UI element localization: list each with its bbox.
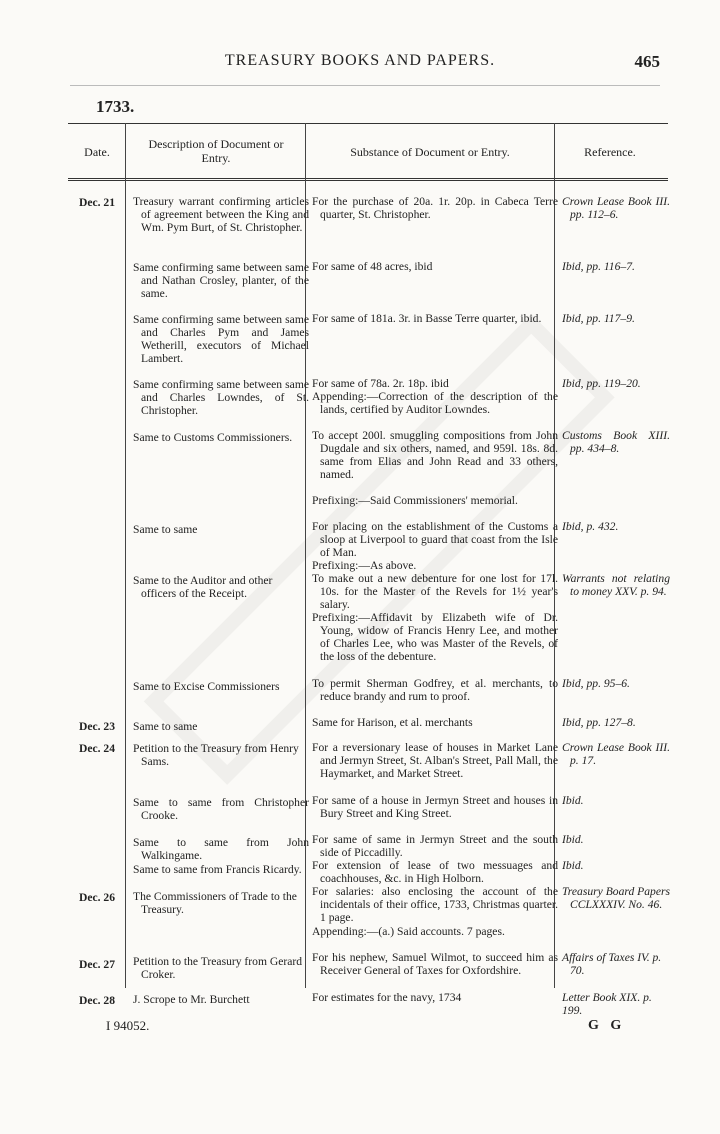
- entry-description: Petition to the Treasury from Henry Sams.: [133, 742, 299, 768]
- entry-reference: Ibid, pp. 95–6.: [562, 677, 630, 690]
- entry-date: Dec. 27: [78, 958, 116, 971]
- entry-reference: Ibid, pp. 117–9.: [562, 312, 635, 325]
- entry-substance: For placing on the establishment of the Customs a sloop at Liverpool to guard that coast from the Isle of Man.: [312, 520, 558, 559]
- entry-description: Same to Excise Commissioners: [133, 680, 280, 693]
- table-top-rule: [68, 123, 668, 124]
- entry-appending: Appending:—(a.) Said accounts. 7 pages.: [312, 925, 505, 938]
- entry-description: Same to same: [133, 523, 198, 536]
- column-header-description: Description of Document or Entry.: [148, 137, 284, 165]
- entry-substance: For same of 181a. 3r. in Basse Terre quarter, ibid.: [312, 312, 542, 325]
- entry-reference: Letter Book XIX. p. 199.: [562, 991, 652, 1017]
- running-title: TREASURY BOOKS AND PAPERS.: [224, 52, 496, 69]
- entry-description: Petition to the Treasury from Gerard Croker.: [133, 955, 303, 981]
- entry-substance: To make out a new debenture for one lost for 17l. 10s. for the Master of the Revels for 1½ year's salary.: [312, 572, 558, 611]
- entry-description: Same confirming same between same and Charles Pym and James Wetherill, executors of Michael Lambert.: [133, 313, 309, 365]
- entry-reference: Ibid.: [562, 859, 584, 872]
- entry-reference: Ibid.: [562, 794, 584, 807]
- entry-description: The Commissioners of Trade to the Treasury.: [133, 890, 297, 916]
- entry-date: Dec. 28: [78, 994, 116, 1007]
- entry-substance: For his nephew, Samuel Wilmot, to succeed him as Receiver General of Taxes for Oxfordshire.: [312, 951, 558, 977]
- column-divider: [125, 123, 126, 988]
- entry-description: Same confirming same between same and Nathan Crosley, planter, of the same.: [133, 261, 309, 300]
- entry-reference: Crown Lease Book III. pp. 112–6.: [562, 195, 670, 221]
- entry-description: J. Scrope to Mr. Burchett: [133, 993, 250, 1006]
- entry-substance: For a reversionary lease of houses in Market Lane and Jermyn Street, St. Alban's Street, Pall Mall, the Haymarket, and Market Street.: [312, 741, 558, 780]
- entry-substance: For estimates for the navy, 1734: [312, 991, 462, 1004]
- entry-description: Treasury warrant confirming articles of agreement between the King and Wm. Pym Burt, of St. Christopher.: [133, 195, 309, 234]
- entry-reference: Crown Lease Book III. p. 17.: [562, 741, 670, 767]
- page-number: 465: [634, 52, 660, 71]
- entry-reference: Ibid, pp. 119–20.: [562, 377, 641, 390]
- entry-date: Dec. 24: [78, 742, 116, 755]
- entry-reference: Ibid, pp. 116–7.: [562, 260, 635, 273]
- entry-description: Same to same: [133, 720, 198, 733]
- table-header-rule: [68, 178, 668, 179]
- column-header-reference: Reference.: [584, 145, 636, 159]
- entry-description: Same confirming same between same and Charles Lowndes, of St. Christopher.: [133, 378, 309, 417]
- entry-prefixing: Prefixing:—Affidavit by Elizabeth wife of Dr. Young, widow of Francis Henry Lee, and mother of Charles Lee, who was Master of the Revels, of the loss of the debenture.: [312, 611, 558, 663]
- entry-reference: Ibid, p. 432.: [562, 520, 619, 533]
- entry-reference: Ibid.: [562, 833, 584, 846]
- entry-description: Same to same from Christopher Crooke.: [133, 796, 309, 822]
- table-header-rule-2: [68, 180, 668, 181]
- entry-date: Dec. 23: [78, 720, 116, 733]
- gathering-mark: G G: [588, 1018, 626, 1033]
- entry-description: Same to Customs Commissioners.: [133, 431, 293, 444]
- entry-reference: Customs Book XIII. pp. 434–8.: [562, 429, 670, 455]
- entry-date: Dec. 26: [78, 891, 116, 904]
- entry-prefixing: Prefixing:—Said Commissioners' memorial.: [312, 494, 518, 507]
- signature-mark: I 94052.: [106, 1018, 150, 1033]
- header-rule: [70, 85, 660, 86]
- entry-date: Dec. 21: [78, 196, 116, 209]
- entry-substance: For same of a house in Jermyn Street and houses in Bury Street and King Street.: [312, 794, 558, 820]
- entry-description: Same to same from Francis Ricardy.: [133, 863, 302, 876]
- entry-description: Same to same from John Walkingame.: [133, 836, 309, 862]
- entry-reference: Affairs of Taxes IV. p. 70.: [562, 951, 662, 977]
- entry-description: Same to the Auditor and other officers of the Receipt.: [133, 574, 273, 600]
- entry-substance: For extension of lease of two messuages and coachhouses, &c. in High Holborn.: [312, 859, 558, 885]
- column-header-date: Date.: [84, 145, 110, 159]
- entry-substance: To accept 200l. smuggling compositions from John Dugdale and six others, named, and 959l. 18s. 8d. same from Elias and John Read and 33 others, named.: [312, 429, 558, 481]
- entry-substance: For salaries: also enclosing the account of the incidentals of their office, 1733, Christmas quarter. 1 page.: [312, 885, 558, 924]
- entry-substance: To permit Sherman Godfrey, et al. merchants, to reduce brandy and rum to proof.: [312, 677, 558, 703]
- year-heading: 1733.: [96, 97, 135, 116]
- entry-reference: Ibid, pp. 127–8.: [562, 716, 636, 729]
- entry-prefixing: Prefixing:—As above.: [312, 559, 417, 572]
- entry-reference: Warrants not relating to money XXV. p. 94.: [562, 572, 670, 598]
- entry-appending: Appending:—Correction of the description of the lands, certified by Auditor Lowndes.: [312, 390, 558, 416]
- entry-substance: For the purchase of 20a. 1r. 20p. in Cabeca Terre quarter, St. Christopher.: [312, 195, 558, 221]
- column-header-substance: Substance of Document or Entry.: [350, 145, 510, 159]
- entry-substance: Same for Harison, et al. merchants: [312, 716, 473, 729]
- entry-substance: For same of 48 acres, ibid: [312, 260, 433, 273]
- entry-reference: Treasury Board Papers CCLXXXIV. No. 46.: [562, 885, 670, 911]
- entry-substance: For same of same in Jermyn Street and the south side of Piccadilly.: [312, 833, 558, 859]
- entry-substance: For same of 78a. 2r. 18p. ibid: [312, 377, 449, 390]
